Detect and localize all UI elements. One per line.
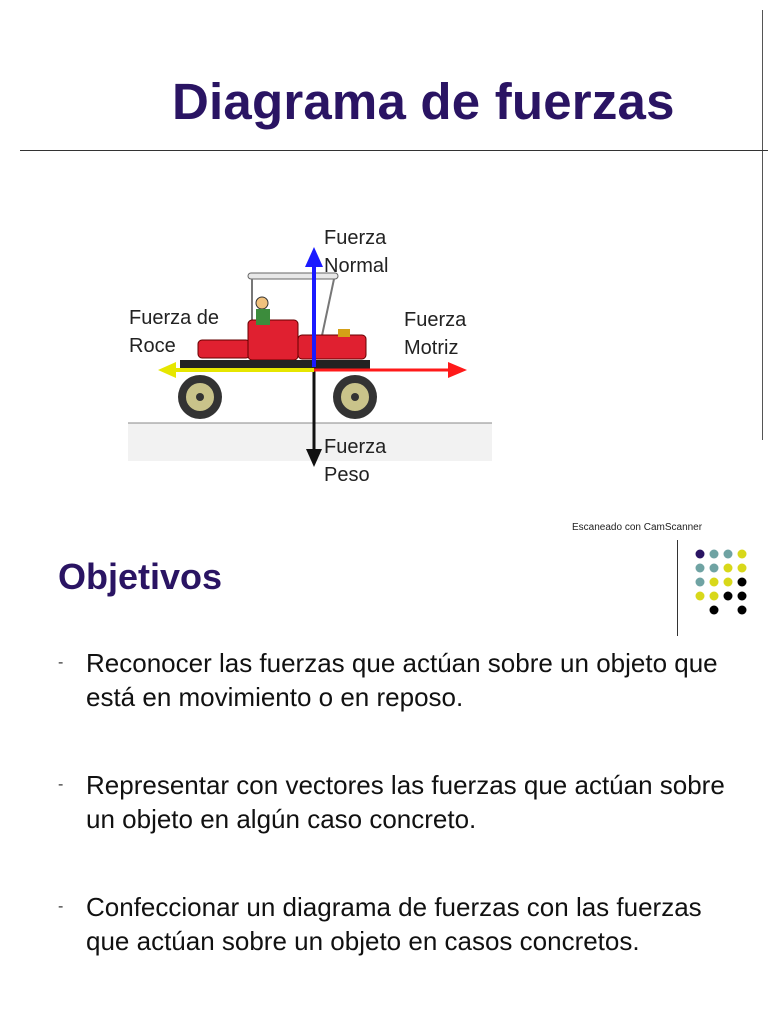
objective-text: Reconocer las fuerzas que actúan sobre un objeto que está en movimiento o en reposo. xyxy=(86,648,718,712)
scanner-watermark: Escaneado con CamScanner xyxy=(572,522,703,533)
label-driving-force: Fuerza Motriz xyxy=(404,309,467,359)
driving-force-arrowhead xyxy=(448,362,467,378)
bullet-dash: - xyxy=(58,898,64,915)
title-underline xyxy=(20,150,768,151)
objectives-title: Objetivos xyxy=(58,556,223,597)
objective-text: Confeccionar un diagrama de fuerzas con las fuerzas que actúan sobre un objeto en casos concretos. xyxy=(86,892,702,956)
dot-grid-decoration xyxy=(690,545,750,615)
label-normal-force: Fuerza Normal xyxy=(324,227,389,277)
normal-force-arrowhead xyxy=(305,247,323,267)
bullet-dash: - xyxy=(58,776,64,793)
bullet-dash: - xyxy=(58,654,64,671)
slide-right-border xyxy=(762,10,763,440)
objective-text: Representar con vectores las fuerzas que actúan sobre un objeto en algún caso concreto. xyxy=(86,770,725,834)
label-friction-force: Fuerza de Roce xyxy=(129,307,220,357)
slide-title: Diagrama de fuerzas xyxy=(172,73,675,130)
friction-force-arrowhead xyxy=(158,362,176,378)
slide2-divider xyxy=(677,540,678,636)
label-weight-force: Fuerza Peso xyxy=(324,436,387,486)
